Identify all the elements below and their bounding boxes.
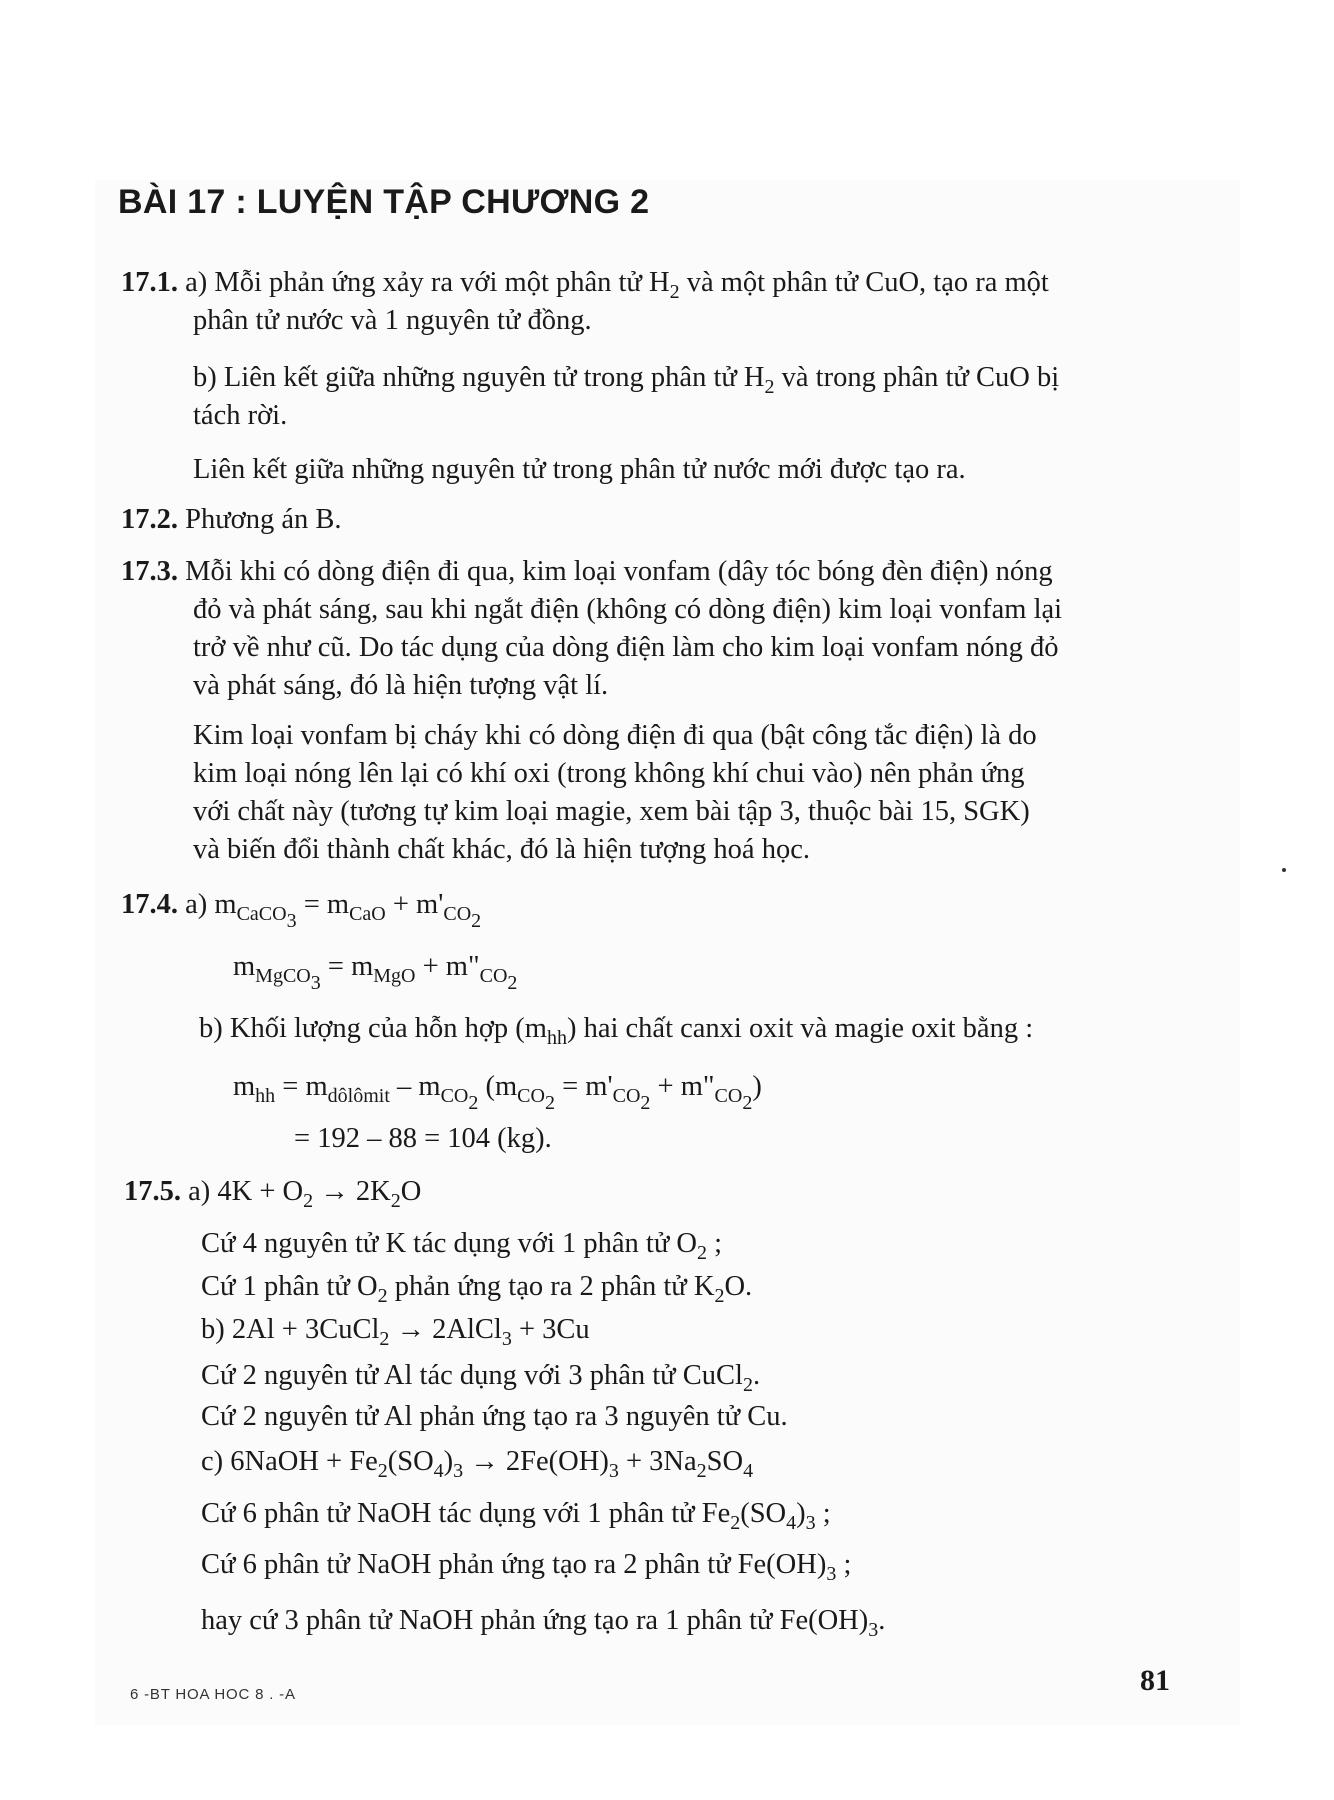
p17-4-result: = 192 – 88 = 104 (kg). [294, 1123, 552, 1154]
page-title: BÀI 17 : LUYỆN TẬP CHƯƠNG 2 [118, 183, 650, 221]
p17-4-eq-3: $m_{hh} = m_{dôlômit} - m_{CO_2}$ ($m_{CO_2} = m'_{CO_2}$ + $m"_{CO_2}$) [233, 1071, 762, 1114]
p17-5-c-line-2: Cứ 6 phân tử NaOH phản ứng tạo ra 2 phân tử $Fe(OH)_3$ ; [201, 1549, 852, 1585]
p17-3-line-5: Kim loại vonfam bị cháy khi có dòng điện đi qua (bật công tắc điện) là do [193, 720, 1037, 751]
p17-3-line-8: và biến đổi thành chất khác, đó là hiện tượng hoá học. [193, 834, 810, 865]
p17-5-b-line-1: Cứ 2 nguyên tử Al tác dụng với 3 phân tử CuCl$_2$. [201, 1360, 761, 1396]
p17-5-eq-b: b) 2Al + 3CuCl$_2$ → 2AlCl$_3$ + 3Cu [201, 1314, 590, 1350]
stray-dot [1282, 868, 1286, 872]
p17-5-b-line-2: Cứ 2 nguyên tử Al phản ứng tạo ra 3 nguyên tử Cu. [201, 1401, 788, 1432]
p17-1-line-4: tách rời. [193, 400, 288, 431]
p17-4-number: 17.4. [121, 889, 178, 920]
p17-5-number: 17.5. [124, 1176, 181, 1207]
p17-5-a-line-2: Cứ 1 phân tử $O_2$ phản ứng tạo ra 2 phân tử $K_2O$. [201, 1271, 753, 1307]
p17-1-line-3: b) Liên kết giữa những nguyên tử trong phân tử $H_2$ và trong phân tử CuO bị [193, 362, 1060, 398]
p17-1-line-5: Liên kết giữa những nguyên tử trong phân tử nước mới được tạo ra. [193, 454, 966, 485]
p17-4-b-text: b) Khối lượng của hỗn hợp $(m_{hh})$ hai chất canxi oxit và magie oxit bằng : [199, 1013, 1034, 1049]
p17-4-eq-2: $m_{MgCO_3} = m_{MgO}$ + $m"_{CO_2}$ [233, 951, 518, 994]
p17-3-line-2: đỏ và phát sáng, sau khi ngắt điện (không có dòng điện) kim loại vonfam lại [193, 594, 1063, 625]
p17-5-eq-a: 17.5. a) $4K + O_2 \to 2K_2O$ [124, 1176, 422, 1212]
p17-1-line-1: 17.1. a) Mỗi phản ứng xảy ra với một phân tử $H_2$ và một phân tử CuO, tạo ra một [121, 267, 1049, 303]
p17-3-line-7: với chất này (tương tự kim loại magie, xem bài tập 3, thuộc bài 15, SGK) [193, 796, 1030, 827]
page-number: 81 [1140, 1664, 1170, 1697]
p17-3-line-3: trở về như cũ. Do tác dụng của dòng điện làm cho kim loại vonfam nóng đỏ [193, 632, 1059, 663]
p17-1-line-2: phân tử nước và 1 nguyên tử đồng. [193, 305, 592, 336]
p17-2-number: 17.2. [121, 504, 178, 535]
p17-5-a-line-1: Cứ 4 nguyên tử K tác dụng với 1 phân tử $O_2$ ; [201, 1228, 723, 1264]
p17-4-eq-1: 17.4. a) $m_{CaCO_3} = m_{CaO} + m'_{CO_2}$ [121, 889, 482, 932]
footer-book-label: 6 -BT HOA HOC 8 . -A [130, 1686, 296, 1703]
p17-1-number: 17.1. [121, 267, 178, 298]
p17-5-c-line-1: Cứ 6 phân tử NaOH tác dụng với 1 phân tử $Fe_2(SO_4)_3$ ; [201, 1498, 831, 1534]
p17-3-number: 17.3. [121, 556, 178, 587]
p17-3-line-6: kim loại nóng lên lại có khí oxi (trong không khí chui vào) nên phản ứng [193, 758, 1025, 789]
p17-5-eq-c: c) 6NaOH + $Fe_2(SO_4)_3 \to 2Fe(OH)_3 + 3Na_2SO_4$ [201, 1446, 754, 1482]
p17-5-c-line-3: hay cứ 3 phân tử NaOH phản ứng tạo ra 1 phân tử $Fe(OH)_3$. [201, 1605, 886, 1641]
p17-3-line-4: và phát sáng, đó là hiện tượng vật lí. [193, 670, 609, 701]
p17-3-line-1: 17.3. Mỗi khi có dòng điện đi qua, kim loại vonfam (dây tóc bóng đèn điện) nóng [121, 556, 1053, 587]
p17-2-line: 17.2. Phương án B. [121, 504, 342, 535]
